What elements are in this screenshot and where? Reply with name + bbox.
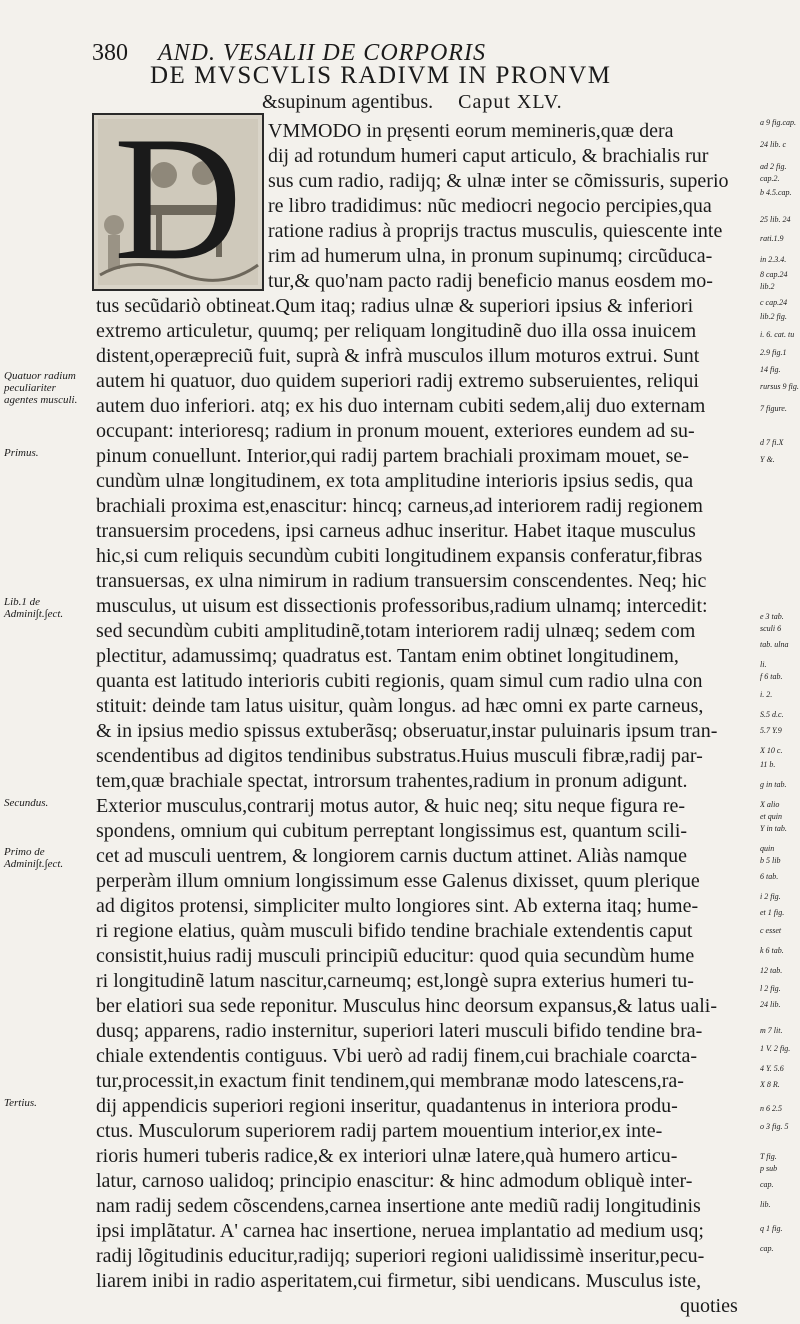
margin-ref: f 6 tab. (760, 672, 783, 681)
margin-ref: 5.7 Y.9 (760, 726, 782, 735)
margin-ref: o 3 fig. 5 (760, 1122, 789, 1131)
margin-ref: g in tab. (760, 780, 787, 789)
text-line: tem,quæ brachiale spectat, introrsum trahentes,radium in pronum adigunt. (96, 770, 688, 792)
margin-ref: 8 cap.24 (760, 270, 788, 279)
margin-ref: Y in tab. (760, 824, 787, 833)
margin-ref: i. 6. cat. tu (760, 330, 795, 339)
margin-ref: 2.9 fig.1 (760, 348, 787, 357)
side-note: Tertius. (4, 1097, 37, 1109)
margin-ref: lib.2 (760, 282, 775, 291)
text-line: tur,processit,in exactum finit tendinem,qui membranæ modo latescens,ra- (96, 1070, 684, 1092)
margin-ref: cap. (760, 1244, 774, 1253)
side-note: Secundus. (4, 797, 49, 809)
text-line: tus secũdariò obtineat.Qum itaq; radius ulnæ & superiori ipsius & inferiori (96, 295, 694, 317)
text-line: ratione radius à proprijs tractus musculis, quiescente inte (268, 220, 723, 242)
text-line: liarem inibi in radio asperitatem,cui firmetur, sibi uendicans. Musculus iste, (96, 1270, 702, 1292)
margin-ref: i 2 fig. (760, 892, 781, 901)
text-line: cundùm ulnæ longitudinem, ex tota amplitudine interioris ipsius sedis, qua (96, 470, 694, 492)
initial-letter: D (113, 99, 243, 297)
margin-ref: b 4.5.cap. (760, 188, 792, 197)
text-line: quanta est latitudo interioris cubiti regionis, quam simul cum radio ulna con (96, 670, 703, 692)
margin-ref: b 5 lib (760, 856, 781, 865)
text-line: autem duo inferiori. atq; ex his duo internam cubiti sedem,alij duo externam (96, 395, 706, 417)
margin-ref: c esset (760, 926, 782, 935)
text-line: consistit,huius radij musculi principiũ educitur: quod quia secundùm hume (96, 945, 695, 967)
margin-ref: quin (760, 844, 775, 853)
margin-ref: lib.2 fig. (760, 312, 787, 321)
text-line: latur, carnoso ualidoq; principio enascitur: & hinc admodum obliquè inter- (96, 1170, 693, 1192)
text-line: rioris humeri tuberis radice,& ex interiori ulnæ latere,quà humero articu- (96, 1145, 678, 1167)
margin-ref: d 7 fi.X (760, 438, 784, 447)
text-line: distent,operæpreciũ fuit, suprà & infrà musculos illum moturos extrui. Sunt (96, 345, 700, 367)
text-line: hic,si cum reliquis secundùm cubiti longitudinem expansis conferatur,fibras (96, 545, 703, 567)
text-line: ad digitos protensi, simpliciter multo longiores sint. Ab externa itaq; hume- (96, 895, 699, 917)
margin-ref: li. (760, 660, 767, 669)
margin-ref: 14 fig. (760, 365, 781, 374)
page-number: 380 (92, 40, 128, 66)
text-line: autem hi quatuor, duo quidem superiori radij extremo subseruientes, reliqui (96, 370, 699, 392)
margin-ref: p sub (760, 1164, 778, 1173)
margin-ref: m 7 lit. (760, 1026, 783, 1035)
text-line: ipsi implãtatur. A' carnea hac insertione, neruea implantatio ad medium usq; (96, 1220, 704, 1242)
margin-ref: i. 2. (760, 690, 773, 699)
side-note: Lib.1 de Admini∫t.∫ect. (4, 596, 64, 620)
text-line: & in ipsius medio spissus extuberãsq; obseruatur,instar puluinaris ipsum tran- (96, 720, 718, 742)
margin-ref: 12 tab. (760, 966, 783, 975)
text-line: ri longitudinẽ latum nascitur,carneumq; est,longè supra exterius humeri tu- (96, 970, 694, 992)
text-line: dij ad rotundum humeri caput articulo, & brachialis rur (268, 145, 709, 167)
text-line: re libro tradidimus: nũc mediocri negocio percipies,qua (268, 195, 712, 217)
text-line: dusq; apparens, radio insternitur, superiori lateri musculi bifido tendine bra- (96, 1020, 703, 1042)
text-line: dij appendicis superiori regioni inseritur, quadantenus in interiora produ- (96, 1095, 678, 1117)
decorated-initial (92, 99, 264, 297)
chapter-number: Caput XLV. (458, 91, 563, 113)
text-line: ber elatiori sua sede reponitur. Musculus hinc deorsum expansus,& latus uali- (96, 995, 717, 1017)
margin-ref: S.5 d.c. (760, 710, 784, 719)
text-line: plectitur, adamussimq; quadratus est. Tantam enim obtinet longitudinem, (96, 645, 679, 667)
text-line: spondens, omnium qui cubitum perreptant longissimus est, quantum scili- (96, 820, 688, 842)
text-line: ctus. Musculorum superiorem radij partem mouentium interior,ex inte- (96, 1120, 663, 1142)
margin-ref: X 8 R. (760, 1080, 780, 1089)
text-line: stituit: deinde tam latus uisitur, quàm longus. ad hæc omni ex parte carneus, (96, 695, 704, 717)
text-line: Exterior musculus,contrarij motus autor, & huic neq; situ neque figura re- (96, 795, 686, 817)
margin-ref: k 6 tab. (760, 946, 784, 955)
margin-ref: sculi 6 (760, 624, 782, 633)
margin-ref: X 10 c. (760, 746, 783, 755)
text-line: chiale extendentis contiguus. Vbi uerò ad radij finem,cui brachiale coarcta- (96, 1045, 698, 1067)
side-note: Primo de Admini∫t.∫ect. (4, 846, 64, 870)
text-line: transuersim procedens, ipsi carneus adhuc inseritur. Habet itaque musculus (96, 520, 696, 542)
margin-ref: Y &. (760, 455, 775, 464)
margin-ref: X alio (760, 800, 780, 809)
margin-ref: 11 b. (760, 760, 776, 769)
margin-ref: et quin (760, 812, 782, 821)
side-note: Quatuor radium peculiariter agentes musculi. (4, 370, 78, 406)
chapter-title: DE MVSCVLIS RADIVM IN PRONVM (150, 62, 612, 89)
margin-ref: c cap.24 (760, 298, 788, 307)
margin-ref: ad 2 fig. (760, 162, 787, 171)
text-line: nam radij sedem cõscendens,carnea insertione ante mediũ radij longitudinis (96, 1195, 701, 1217)
text-line: VMMODO in pręsenti eorum memineris,quæ dera (268, 120, 674, 142)
margin-ref: rursus 9 fig. (760, 382, 799, 391)
margin-ref: cap.2. (760, 174, 780, 183)
margin-ref: et 1 fig. (760, 908, 785, 917)
margin-ref: e 3 tab. (760, 612, 784, 621)
text-line: scendentibus ad digitos tendinibus substratus.Huius musculi fibræ,radij par- (96, 745, 703, 767)
text-line: pinum conuellunt. Interior,qui radij partem brachiali proximam mouet, se- (96, 445, 689, 467)
margin-ref: 24 lib. (760, 1000, 781, 1009)
catchword: quoties (680, 1295, 738, 1317)
text-line: occupant: interioresq; radium in pronum mouent, exteriores eundem ad su- (96, 420, 695, 442)
text-line: cet ad musculi uentrem, & longiorem carnis ductum attinet. Aliàs namque (96, 845, 687, 867)
text-line: perperàm illum omnium longissimum esse Galenus dixisset, quum plerique (96, 870, 700, 892)
chapter-subtitle-line (262, 89, 722, 115)
text-line: radij lõgitudinis educitur,radijq; superiori regioni ualidissimè inseritur,pecu- (96, 1245, 705, 1267)
side-note: Primus. (4, 447, 39, 459)
text-line: musculus, ut uisum est dissectionis professoribus,radium ulnamq; intercedit: (96, 595, 708, 617)
margin-ref: 1 V. 2 fig. (760, 1044, 791, 1053)
text-line: ri regione elatius, quàm musculi bifido tendine brachiale extendentis caput (96, 920, 693, 942)
margin-ref: T fig. (760, 1152, 777, 1161)
text-line: rim ad humerum ulna, in pronum supinumq; circũduca- (268, 245, 713, 267)
margin-ref: a 9 fig.cap. (760, 118, 796, 127)
margin-ref: tab. ulna (760, 640, 789, 649)
margin-ref: 25 lib. 24 (760, 215, 791, 224)
margin-ref: 6 tab. (760, 872, 779, 881)
margin-ref: lib. (760, 1200, 771, 1209)
margin-ref: 7 figure. (760, 404, 787, 413)
margin-ref: l 2 fig. (760, 984, 781, 993)
margin-ref: in 2.3.4. (760, 255, 787, 264)
text-line: sed secundùm cubiti amplitudinẽ,totam interiorem radij ulnæq; sedem com (96, 620, 696, 642)
chapter-subtitle: &supinum agentibus. (262, 91, 434, 113)
margin-ref: 24 lib. c (760, 140, 786, 149)
text-line: sus cum radio, radijq; & ulnæ inter se cõmissuris, superio (268, 170, 729, 192)
margin-ref: rati.1.9 (760, 234, 784, 243)
text-line: transuersas, ex ulna nimirum in radium transuersim conscendentes. Neq; hic (96, 570, 707, 592)
margin-ref: cap. (760, 1180, 774, 1189)
text-line: brachiali proxima est,enascitur: hincq; carneus,ad interiorem radij regionem (96, 495, 703, 517)
margin-ref: 4 Y. 5.6 (760, 1064, 784, 1073)
text-line: tur,& quo'nam pacto radij beneficio manus eosdem mo- (268, 270, 713, 292)
text-line: extremo articuletur, quumq; per reliquam longitudinẽ duo illa ossa inuicem (96, 320, 697, 342)
running-title: AND. VESALII DE CORPORIS (158, 40, 486, 66)
margin-ref: n 6 2.5 (760, 1104, 782, 1113)
margin-ref: q 1 fig. (760, 1224, 783, 1233)
